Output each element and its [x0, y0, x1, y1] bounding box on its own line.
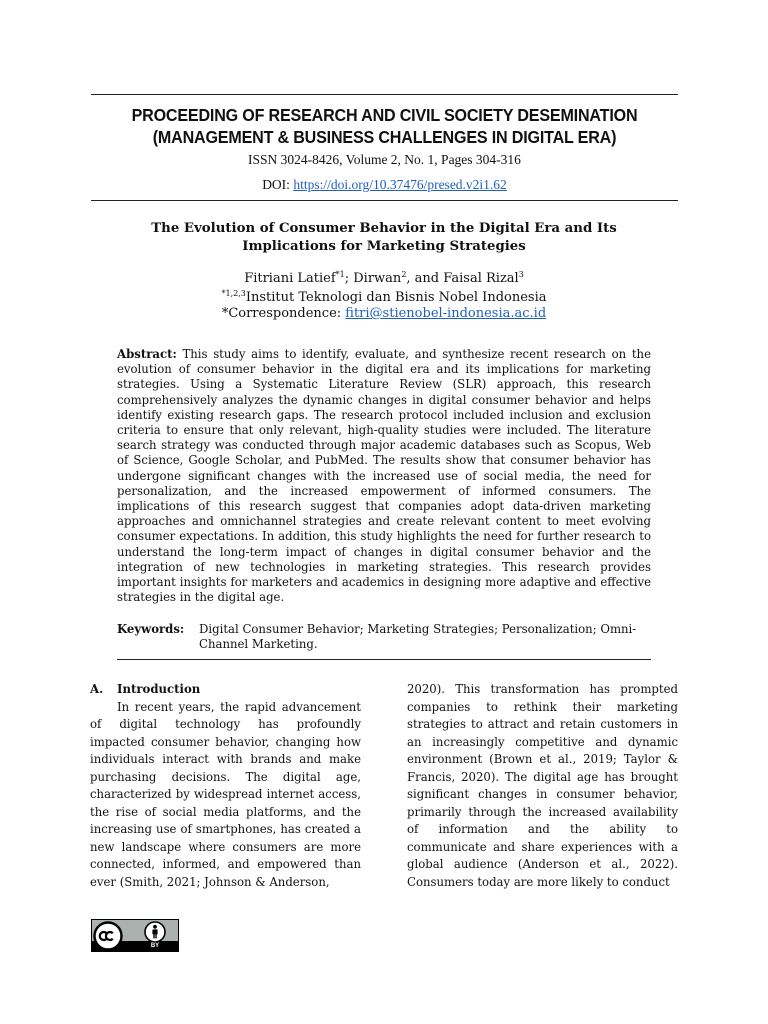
body-column-left — [90, 681, 361, 891]
article-title — [120, 220, 648, 256]
correspondence-email-link[interactable]: fitri@stienobel-indonesia.ac.id — [345, 306, 547, 321]
section-title: Introduction — [117, 682, 201, 696]
correspondence-label: *Correspondence: — [221, 306, 346, 321]
abstract-text: This study aims to identify, evaluate, and synthesize recent research on the evolution of consumer behavior in the digital era and its implications for marketing strategies. Using a Systematic Literature Review (SLR) approach, this research comprehensively analyzes the dynamic changes in digital consumer behavior and helps identify existing research gaps. The research protocol included inclusion and exclusion criteria to ensure that only relevant, high-quality studies were included. The literature search strategy was conducted through major academic databases such as Scopus, Web of Science, Google Scholar, and PubMed. The results show that consumer behavior has undergone significant changes with the increased use of social media, the need for personalization, and the increased empowerment of informed consumers. The implications of this research suggest that companies adopt data-driven marketing approaches and omnichannel strategies and create relevant content to meet evolving consumer expectations. In addition, this study highlights the need for further research to understand the long-term impact of changes in digital consumer behavior and the integration of new technologies in marketing strategies. This research provides important insights for marketers and academics in designing more adaptive and effective strategies in the digital age. — [117, 347, 651, 605]
author-name: ; Dirwan — [344, 271, 402, 286]
article-title-line2: Implications for Marketing Strategies — [242, 239, 526, 254]
affiliation-text: Institut Teknologi dan Bisnis Nobel Indonesia — [245, 290, 547, 305]
affiliation-superscript: *1,2,3 — [221, 289, 246, 298]
body-paragraph: In recent years, the rapid advancement of digital technology has profoundly impacted consumer behavior, changing how individuals interact with brands and make purchasing decisions. The digital age, characterized by widespread internet access, the rise of social media platforms, and the increasing use of smartphones, has created a new landscape where consumers are more connected, informed, and empowered than ever (Smith, 2021; Johnson & Anderson, — [90, 699, 361, 889]
header-top-rule — [91, 94, 678, 95]
author-superscript: *1 — [335, 270, 345, 279]
license-by-label: BY — [150, 943, 160, 949]
person-icon — [144, 921, 166, 943]
doi-line — [91, 177, 678, 193]
doi-label: DOI: — [262, 177, 294, 192]
keywords-text: Digital Consumer Behavior; Marketing Strategies; Personalization; Omni-Channel Marketing. — [199, 622, 637, 652]
journal-title-line2: (MANAGEMENT & BUSINESS CHALLENGES IN DIGITAL ERA) — [152, 127, 617, 147]
author-superscript: 2 — [401, 270, 407, 279]
author-name: , and Faisal Rizal — [406, 271, 519, 286]
body-column-right — [407, 681, 678, 891]
section-heading — [90, 681, 361, 699]
abstract — [117, 347, 651, 605]
section-number: A. — [90, 682, 104, 696]
affiliation — [120, 290, 648, 306]
keywords-rule — [117, 659, 651, 660]
article-title-line1: The Evolution of Consumer Behavior in the Digital Era and Its — [151, 221, 617, 236]
body-paragraph: 2020). This transformation has prompted companies to rethink their marketing strategies to attract and retain customers in an increasingly competitive and dynamic environment (Brown et al., 2019; Taylor & Francis, 2020). The digital age has brought significant changes in consumer behavior, primarily through the increased availability of information and the ability to communicate and share experiences with a global audience (Anderson et al., 2022). Consumers today are more likely to conduct — [407, 682, 678, 889]
correspondence — [120, 306, 648, 322]
author-list — [120, 271, 648, 287]
abstract-label: Abstract: — [117, 347, 177, 361]
cc-icon — [93, 921, 123, 951]
header-bottom-rule — [91, 200, 678, 201]
cc-by-license-badge[interactable] — [91, 919, 179, 952]
journal-title — [114, 104, 654, 148]
keywords-label: Keywords: — [117, 622, 185, 636]
author-name: Fitriani Latief — [244, 271, 336, 286]
issn-line: ISSN 3024-8426, Volume 2, No. 1, Pages 304-316 — [248, 152, 521, 167]
journal-title-line1: PROCEEDING OF RESEARCH AND CIVIL SOCIETY DESEMINATION — [131, 105, 638, 125]
author-superscript: 3 — [518, 270, 524, 279]
doi-link[interactable]: https://doi.org/10.37476/presed.v2i1.62 — [293, 177, 507, 192]
